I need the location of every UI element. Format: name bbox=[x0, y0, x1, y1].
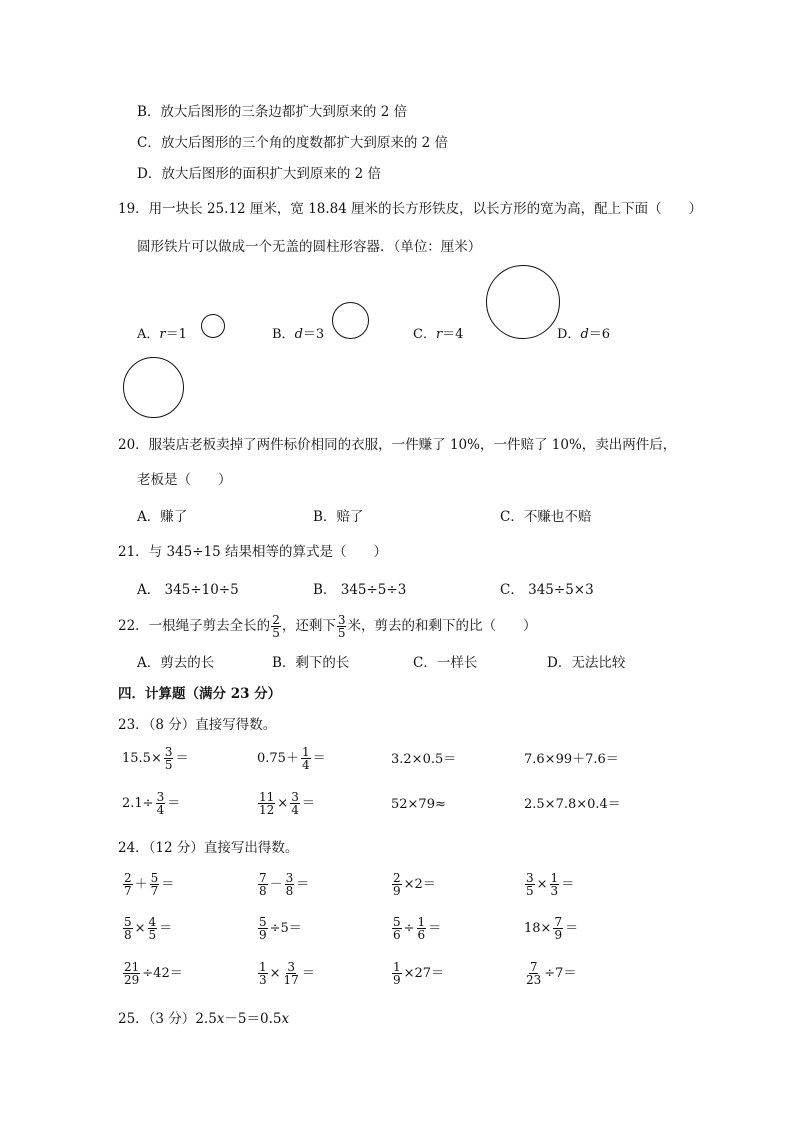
q22-option-a: A．剪去的长 bbox=[137, 655, 215, 671]
q21-option-b: B． 345÷5÷3 bbox=[313, 582, 407, 598]
q24-r3c2: $\frac{1}{3}$ × $\frac{3}{17}$ ＝ bbox=[259, 960, 315, 987]
q22-fraction-2: $\frac{3}{5}$ bbox=[337, 613, 346, 640]
q22-option-c: C．一样长 bbox=[413, 655, 478, 671]
q19-option-a: A．r＝1 bbox=[137, 327, 187, 342]
q23-r1c2: 0.75＋ $\frac{1}{4}$ ＝ bbox=[257, 745, 326, 772]
q22-option-b: B．剩下的长 bbox=[272, 655, 350, 671]
q19-stem-line1: 19．用一块长 25.12 厘米，宽 18.84 厘米的长方形铁皮，以长方形的宽为高，配上下面（ ） bbox=[118, 201, 703, 217]
q20-stem-line1: 20．服装店老板卖掉了两件标价相同的衣服，一件赚了 10%，一件赔了 10%，卖出两件后， bbox=[118, 437, 677, 453]
q24-r1c2: $\frac{7}{8}$ － $\frac{3}{8}$ ＝ bbox=[259, 871, 310, 898]
q21-option-c: C． 345÷5×3 bbox=[500, 582, 594, 598]
q19-stem-line2: 圆形铁片可以做成一个无盖的圆柱形容器．（单位：厘米） bbox=[137, 239, 482, 255]
q22-option-d: D．无法比较 bbox=[547, 655, 626, 671]
q23-title: 23．（8 分）直接写得数。 bbox=[118, 717, 277, 733]
q24-r3c4: $\frac{7}{23}$ ÷7＝ bbox=[526, 960, 577, 987]
q21-option-a: A． 345÷10÷5 bbox=[137, 582, 239, 598]
q20-stem-line2: 老板是（ ） bbox=[137, 472, 232, 488]
q18-option-c: C．放大后图形的三个角的度数都扩大到原来的 2 倍 bbox=[137, 135, 449, 151]
q19-circle-c bbox=[486, 265, 560, 339]
q23-r1c4: 7.6×99＋7.6＝ bbox=[524, 752, 619, 767]
q19-circle-d bbox=[123, 357, 184, 418]
q19-option-c: C．r＝4 bbox=[413, 327, 464, 342]
q24-r3c3: $\frac{1}{9}$ ×27＝ bbox=[393, 960, 445, 987]
q19-circle-b bbox=[332, 302, 369, 339]
q23-r2c1: 2.1÷ $\frac{3}{4}$ ＝ bbox=[122, 790, 181, 817]
q24-r1c1: $\frac{2}{7}$ ＋ $\frac{5}{7}$ ＝ bbox=[124, 871, 175, 898]
q23-r1c1: 15.5× $\frac{3}{5}$ ＝ bbox=[122, 745, 189, 772]
q19-option-b: B．d＝3 bbox=[272, 327, 325, 342]
section-4-title: 四．计算题（满分 23 分） bbox=[118, 686, 282, 702]
q24-r2c2: $\frac{5}{9}$ ÷5＝ bbox=[259, 915, 302, 942]
q24-r1c3: $\frac{2}{9}$ ×2＝ bbox=[393, 871, 436, 898]
q19-circle-a bbox=[201, 314, 225, 338]
q18-option-b: B．放大后图形的三条边都扩大到原来的 2 倍 bbox=[137, 104, 408, 120]
q24-title: 24．（12 分）直接写出得数。 bbox=[118, 840, 299, 856]
q23-r1c3: 3.2×0.5＝ bbox=[391, 752, 457, 767]
q25: 25．（3 分）2.5x－5＝0.5x bbox=[118, 1011, 290, 1027]
q19-option-d: D．d＝6 bbox=[557, 327, 611, 342]
q22-fraction-1: $\frac{2}{5}$ bbox=[272, 613, 280, 640]
q24-r2c4: 18× $\frac{7}{9}$ ＝ bbox=[524, 915, 579, 942]
q24-r3c1: $\frac{21}{29}$ ÷42＝ bbox=[124, 960, 183, 987]
q23-r2c4: 2.5×7.8×0.4＝ bbox=[524, 797, 621, 812]
q21-stem: 21．与 345÷15 结果相等的算式是（ ） bbox=[118, 544, 388, 560]
q23-r2c2: $\frac{11}{12}$ × $\frac{3}{4}$ ＝ bbox=[259, 790, 315, 817]
q22-stem: 22．一根绳子剪去全长的 $\frac{2}{5}$ ，还剩下 $\frac{3}{5}$ 米，剪去的和剩下的比（ ） bbox=[118, 613, 537, 640]
q23-r2c3: 52×79≈ bbox=[391, 797, 446, 812]
q20-option-b: B．赔了 bbox=[313, 509, 364, 525]
q18-option-d: D．放大后图形的面积扩大到原来的 2 倍 bbox=[137, 166, 381, 182]
q24-r2c3: $\frac{5}{6}$ ÷ $\frac{1}{6}$ ＝ bbox=[393, 915, 442, 942]
q24-r1c4: $\frac{3}{5}$ × $\frac{1}{3}$ ＝ bbox=[526, 871, 575, 898]
q20-option-a: A．赚了 bbox=[137, 509, 188, 525]
q20-option-c: C．不赚也不赔 bbox=[500, 509, 592, 525]
q24-r2c1: $\frac{5}{8}$ × $\frac{4}{5}$ ＝ bbox=[124, 915, 173, 942]
